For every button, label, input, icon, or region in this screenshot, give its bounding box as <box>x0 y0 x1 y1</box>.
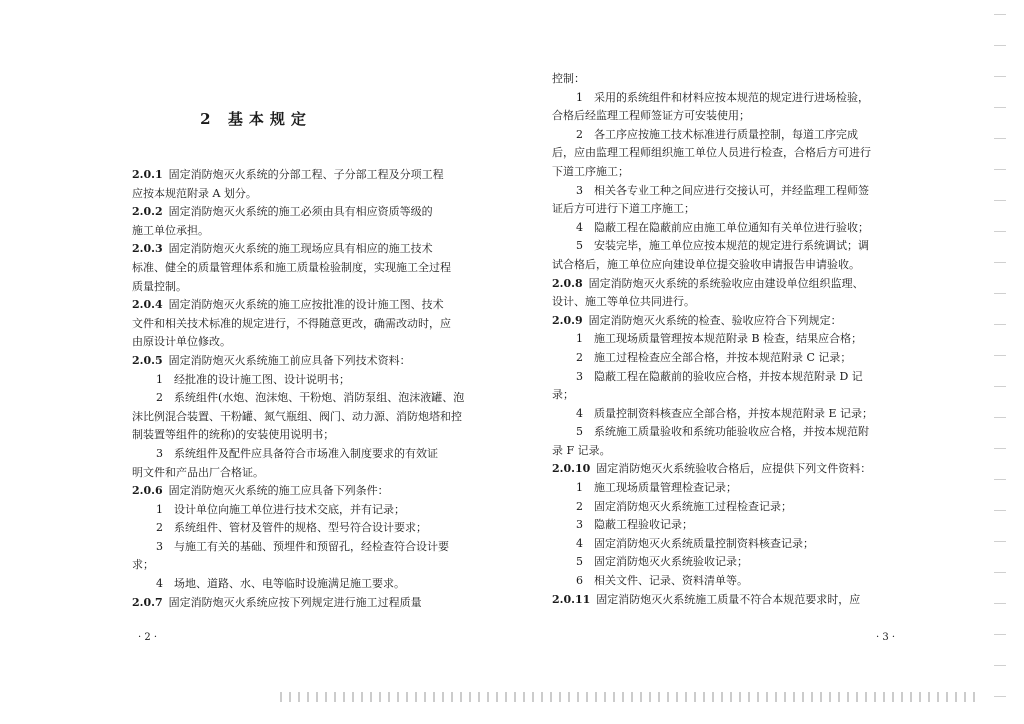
right-text-column <box>552 70 920 609</box>
list-item: 1 设计单位向施工单位进行技术交底，并有记录； <box>156 502 405 516</box>
text-line: 下道工序施工； <box>552 164 629 178</box>
clause-number: 2.0.4 <box>132 298 163 312</box>
list-item: 3 隐蔽工程在隐蔽前的验收应合格，并按本规范附录 D 记 <box>576 369 863 383</box>
clause-number: 2.0.9 <box>552 313 583 327</box>
list-item: 5 固定消防炮灭火系统验收记录； <box>576 555 748 569</box>
list-item: 1 经批准的设计施工图、设计说明书； <box>156 372 350 386</box>
list-item: 2 施工过程检查应全部合格，并按本规范附录 C 记录； <box>576 350 852 364</box>
clause-number: 2.0.5 <box>132 353 163 367</box>
page-number-right: · 3 · <box>876 632 896 643</box>
clause-text: 固定消防炮灭火系统施工前应具备下列技术资料： <box>168 353 411 367</box>
clause-line <box>132 352 490 371</box>
clause-number: 2.0.11 <box>552 592 591 606</box>
text-line: 合格后经监理工程师签证方可安装使用； <box>552 109 750 123</box>
clause-number: 2.0.8 <box>552 276 583 290</box>
clause-number: 2.0.2 <box>132 205 163 219</box>
clause-number: 2.0.6 <box>132 484 163 498</box>
clause-text: 固定消防炮灭火系统的分部工程、子分部工程及分项工程 <box>168 168 444 181</box>
clause-line <box>132 166 490 185</box>
list-item: 4 固定消防炮灭火系统质量控制资料核查记录； <box>576 536 814 550</box>
text-line: 后，应由监理工程师组织施工单位人员进行检查，合格后方可进行 <box>552 146 871 160</box>
list-item: 1 采用的系统组件和材料应按本规范的规定进行进场检验， <box>576 90 869 104</box>
list-item: 4 隐蔽工程在隐蔽前应由施工单位通知有关单位进行验收； <box>576 220 869 234</box>
list-item: 2 系统组件(水炮、泡沫炮、干粉炮、消防泵组、泡沫液罐、泡 <box>156 391 465 405</box>
text-line: 施工单位承担。 <box>132 223 209 237</box>
text-line: 试合格后，施工单位应向建设单位提交验收申请报告申请验收。 <box>552 257 860 271</box>
page-number-left: · 2 · <box>138 632 158 643</box>
chapter-title: 2 基本规定 <box>200 110 312 128</box>
clause-number: 2.0.1 <box>132 168 163 181</box>
left-text-column <box>132 166 490 612</box>
list-item: 2 固定消防炮灭火系统施工过程检查记录； <box>576 499 792 513</box>
text-line: 求； <box>132 558 154 572</box>
clause-text: 固定消防炮灭火系统施工质量不符合本规范要求时，应 <box>596 592 861 606</box>
clause-text: 固定消防炮灭火系统应按下列规定进行施工过程质量 <box>168 595 422 609</box>
clause-line <box>552 460 920 479</box>
clause-line <box>552 591 920 610</box>
list-item: 3 相关各专业工种之间应进行交接认可，并经监理工程师签 <box>576 183 869 197</box>
clause-text: 固定消防炮灭火系统的检查、验收应符合下列规定： <box>588 313 842 327</box>
clause-line <box>552 312 920 331</box>
list-item: 6 相关文件、记录、资料清单等。 <box>576 574 748 588</box>
text-line: 由原设计单位修改。 <box>132 335 231 349</box>
scan-edge-artifact <box>994 0 1006 724</box>
list-item: 2 系统组件、管材及管件的规格、型号符合设计要求； <box>156 521 427 535</box>
clause-line <box>132 296 490 315</box>
clause-line <box>552 275 920 294</box>
clause-text: 固定消防炮灭火系统的施工应按批准的设计施工图、技术 <box>168 298 444 312</box>
text-line: 标准、健全的质量管理体系和施工质量检验制度，实现施工全过程 <box>132 260 451 274</box>
list-item: 3 与施工有关的基础、预埋件和预留孔，经检查符合设计要 <box>156 539 449 553</box>
clause-text: 固定消防炮灭火系统的施工应具备下列条件： <box>168 484 389 498</box>
text-line: 沫比例混合装置、干粉罐、氮气瓶组、阀门、动力源、消防炮塔和控 <box>132 409 462 423</box>
clause-line <box>132 240 490 259</box>
text-line: 控制： <box>552 72 585 85</box>
clause-number: 2.0.3 <box>132 242 163 256</box>
text-line: 质量控制。 <box>132 279 187 293</box>
list-item: 3 隐蔽工程验收记录； <box>576 518 693 532</box>
text-line: 录； <box>552 388 574 402</box>
scan-bottom-artifact <box>280 692 980 702</box>
text-line: 证后方可进行下道工序施工； <box>552 202 695 216</box>
clause-text: 固定消防炮灭火系统的施工现场应具有相应的施工技术 <box>168 242 433 256</box>
list-item: 4 质量控制资料核查应全部合格，并按本规范附录 E 记录； <box>576 406 874 420</box>
clause-line <box>132 594 490 613</box>
clause-line <box>132 203 490 222</box>
text-line: 制装置等组件的统称)的安装使用说明书； <box>132 428 335 442</box>
list-item: 5 系统施工质量验收和系统功能验收应合格，并按本规范附 <box>576 425 869 439</box>
clause-number: 2.0.7 <box>132 595 163 609</box>
list-item: 2 各工序应按施工技术标准进行质量控制，每道工序完成 <box>576 127 858 141</box>
list-item: 4 场地、道路、水、电等临时设施满足施工要求。 <box>156 577 405 591</box>
list-item: 5 安装完毕，施工单位应按本规范的规定进行系统调试；调 <box>576 239 869 253</box>
text-line: 应按本规范附录 A 划分。 <box>132 186 257 200</box>
text-line: 录 F 记录。 <box>552 443 611 457</box>
list-item: 3 系统组件及配件应具备符合市场准入制度要求的有效证 <box>156 446 438 460</box>
list-item: 1 施工现场质量管理检查记录； <box>576 481 737 495</box>
right-page <box>512 0 1024 724</box>
text-line: 设计、施工等单位共同进行。 <box>552 295 695 309</box>
clause-line <box>132 482 490 501</box>
clause-text: 固定消防炮灭火系统的系统验收应由建设单位组织监理、 <box>588 276 864 290</box>
text-line: 文件和相关技术标准的规定进行，不得随意更改，确需改动时，应 <box>132 316 451 330</box>
clause-number: 2.0.10 <box>552 462 591 476</box>
clause-text: 固定消防炮灭火系统的施工必须由具有相应资质等级的 <box>168 205 433 219</box>
list-item: 1 施工现场质量管理按本规范附录 B 检查，结果应合格； <box>576 332 863 346</box>
clause-text: 固定消防炮灭火系统验收合格后，应提供下列文件资料： <box>596 462 872 476</box>
text-line: 明文件和产品出厂合格证。 <box>132 465 264 479</box>
